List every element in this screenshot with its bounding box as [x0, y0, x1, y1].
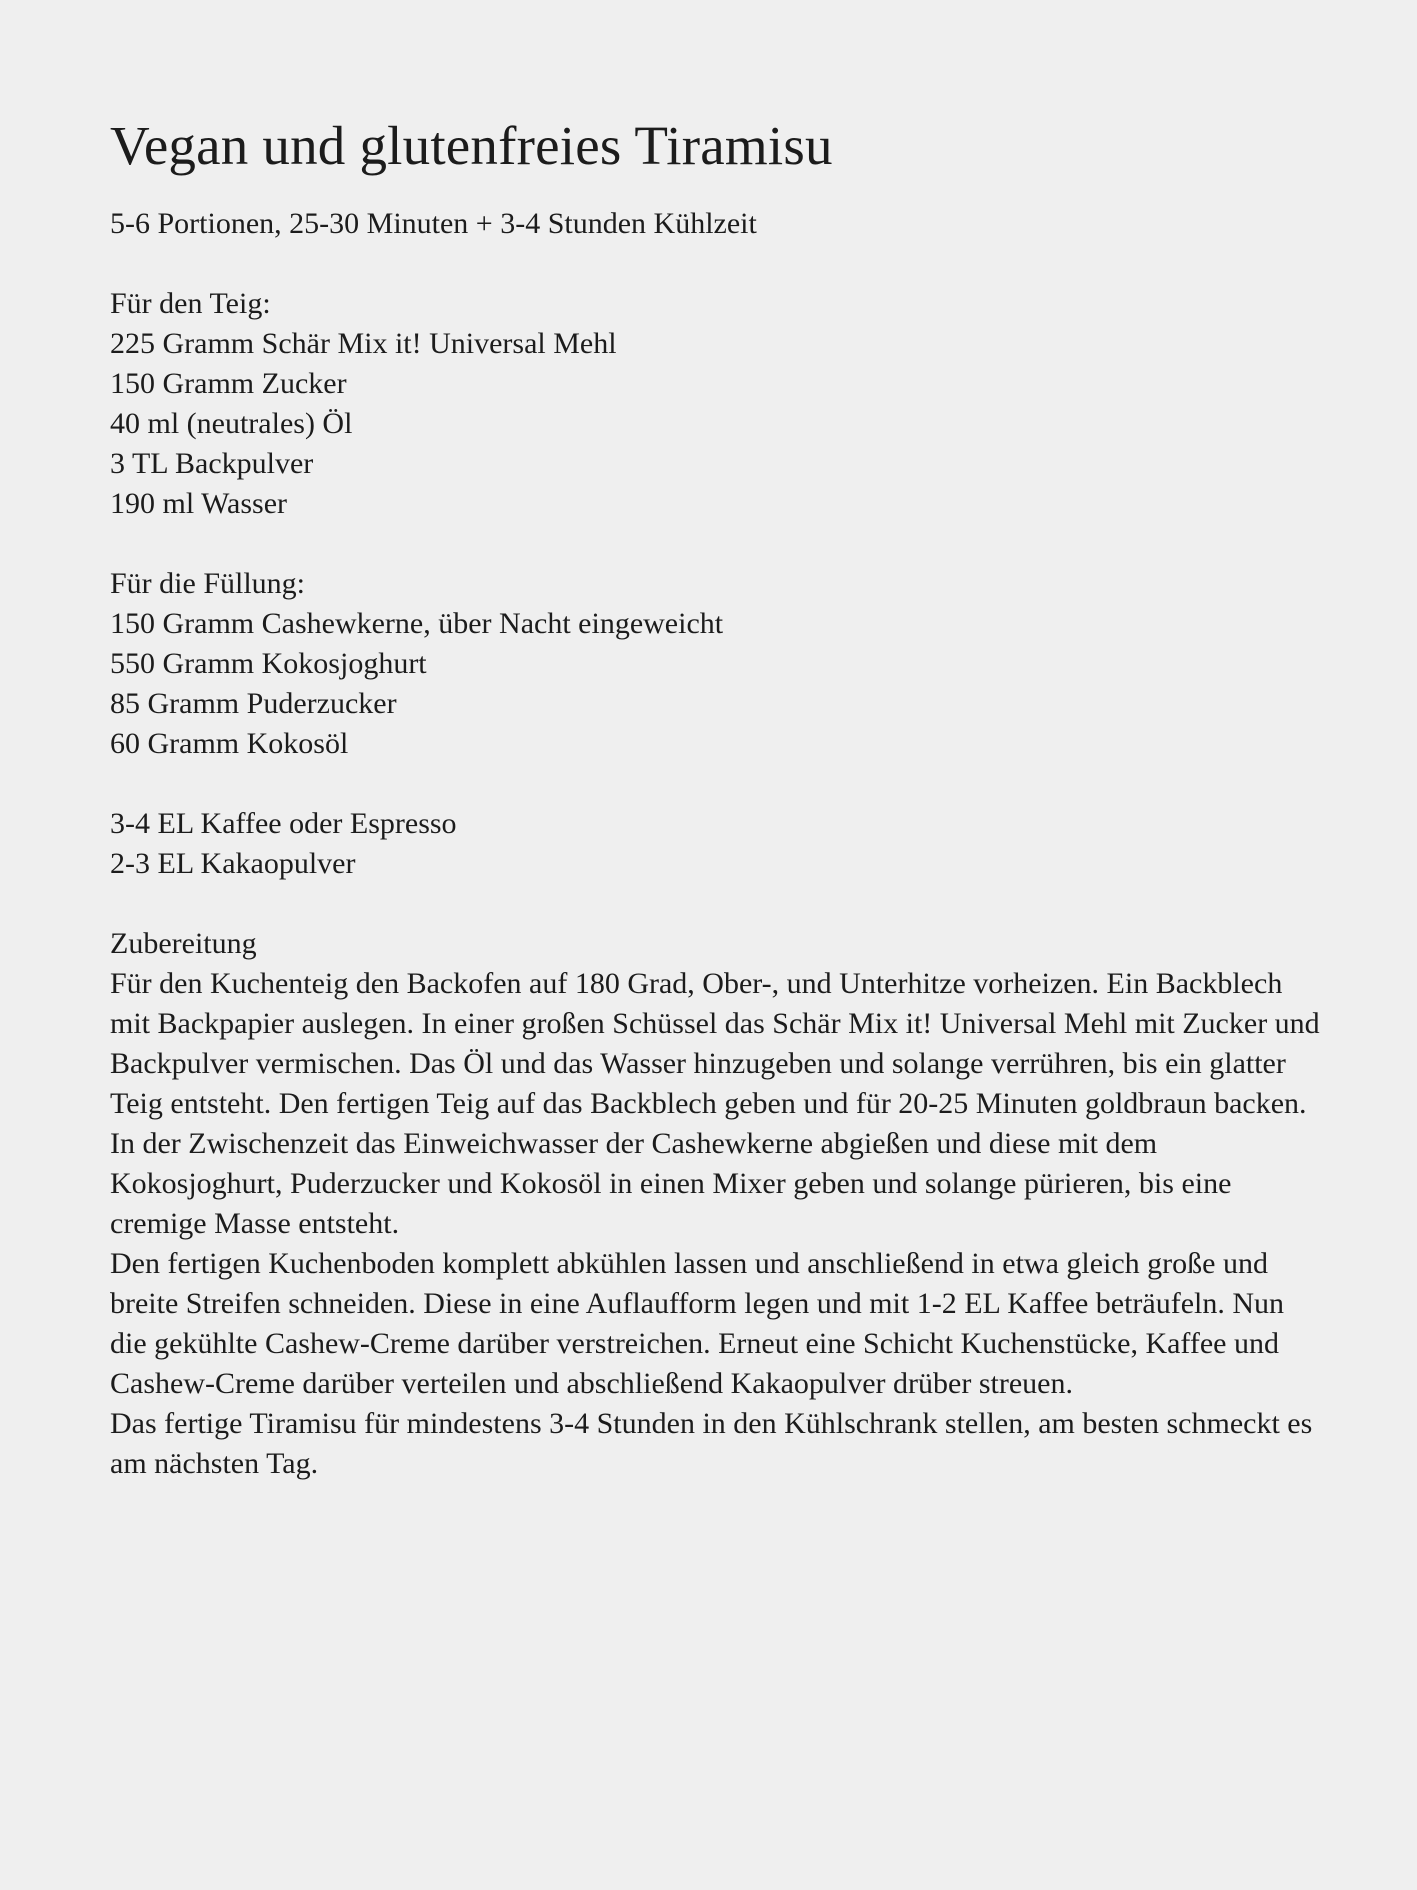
ingredient-item: 550 Gramm Kokosjoghurt [110, 647, 427, 680]
spacer [110, 524, 1340, 564]
ingredient-item: 60 Gramm Kokosöl [110, 727, 349, 760]
ingredient-item: 3 TL Backpulver [110, 447, 314, 480]
ingredient-item: 40 ml (neutrales) Öl [110, 407, 353, 440]
recipe-meta: 5-6 Portionen, 25-30 Minuten + 3-4 Stunden Kühlzeit [110, 207, 757, 240]
recipe-title: Vegan und glutenfreies Tiramisu [110, 115, 833, 176]
spacer [110, 884, 1340, 924]
ingredient-item: 225 Gramm Schär Mix it! Universal Mehl [110, 327, 617, 360]
ingredient-item: 150 Gramm Zucker [110, 367, 347, 400]
ingredient-item: 190 ml Wasser [110, 487, 288, 520]
ingredient-item: 3-4 EL Kaffee oder Espresso [110, 807, 457, 840]
ingredient-item: 85 Gramm Puderzucker [110, 687, 397, 720]
recipe-document [110, 108, 1340, 1484]
ingredient-item: 2-3 EL Kakaopulver [110, 847, 356, 880]
preparation-heading: Zubereitung [110, 927, 257, 960]
spacer [110, 764, 1340, 804]
dough-heading: Für den Teig: [110, 287, 271, 320]
preparation-step: Für den Kuchenteig den Backofen auf 180 Grad, Ober-, und Unterhitze vorheizen. Ein Backblech mit Backpapier auslegen. In einer großen Schüssel das Schär Mix it! Universal Mehl mit Zucker und Backpulver vermischen. Das Öl und das Wasser hinzugeben und solange verrühren, bis ein glatter Teig entsteht. Den fertigen Teig auf das Backblech geben und für 20-25 Minuten goldbraun backen. [110, 967, 1320, 1120]
spacer [110, 244, 1340, 284]
filling-heading: Für die Füllung: [110, 567, 306, 600]
preparation-step: Das fertige Tiramisu für mindestens 3-4 Stunden in den Kühlschrank stellen, am besten schmeckt es am nächsten Tag. [110, 1407, 1313, 1480]
preparation-step: Den fertigen Kuchenboden komplett abkühlen lassen und anschließend in etwa gleich große und breite Streifen schneiden. Diese in eine Auflaufform legen und mit 1-2 EL Kaffee beträufeln. Nun die gekühlte Cashew-Creme darüber verstreichen. Erneut eine Schicht Kuchenstücke, Kaffee und Cashew-Creme darüber verteilen und abschließend Kakaopulver drüber streuen. [110, 1247, 1285, 1400]
preparation-step: In der Zwischenzeit das Einweichwasser der Cashewkerne abgießen und diese mit dem Kokosjoghurt, Puderzucker und Kokosöl in einen Mixer geben und solange pürieren, bis eine cremige Masse entsteht. [110, 1127, 1232, 1240]
ingredient-item: 150 Gramm Cashewkerne, über Nacht eingeweicht [110, 607, 724, 640]
